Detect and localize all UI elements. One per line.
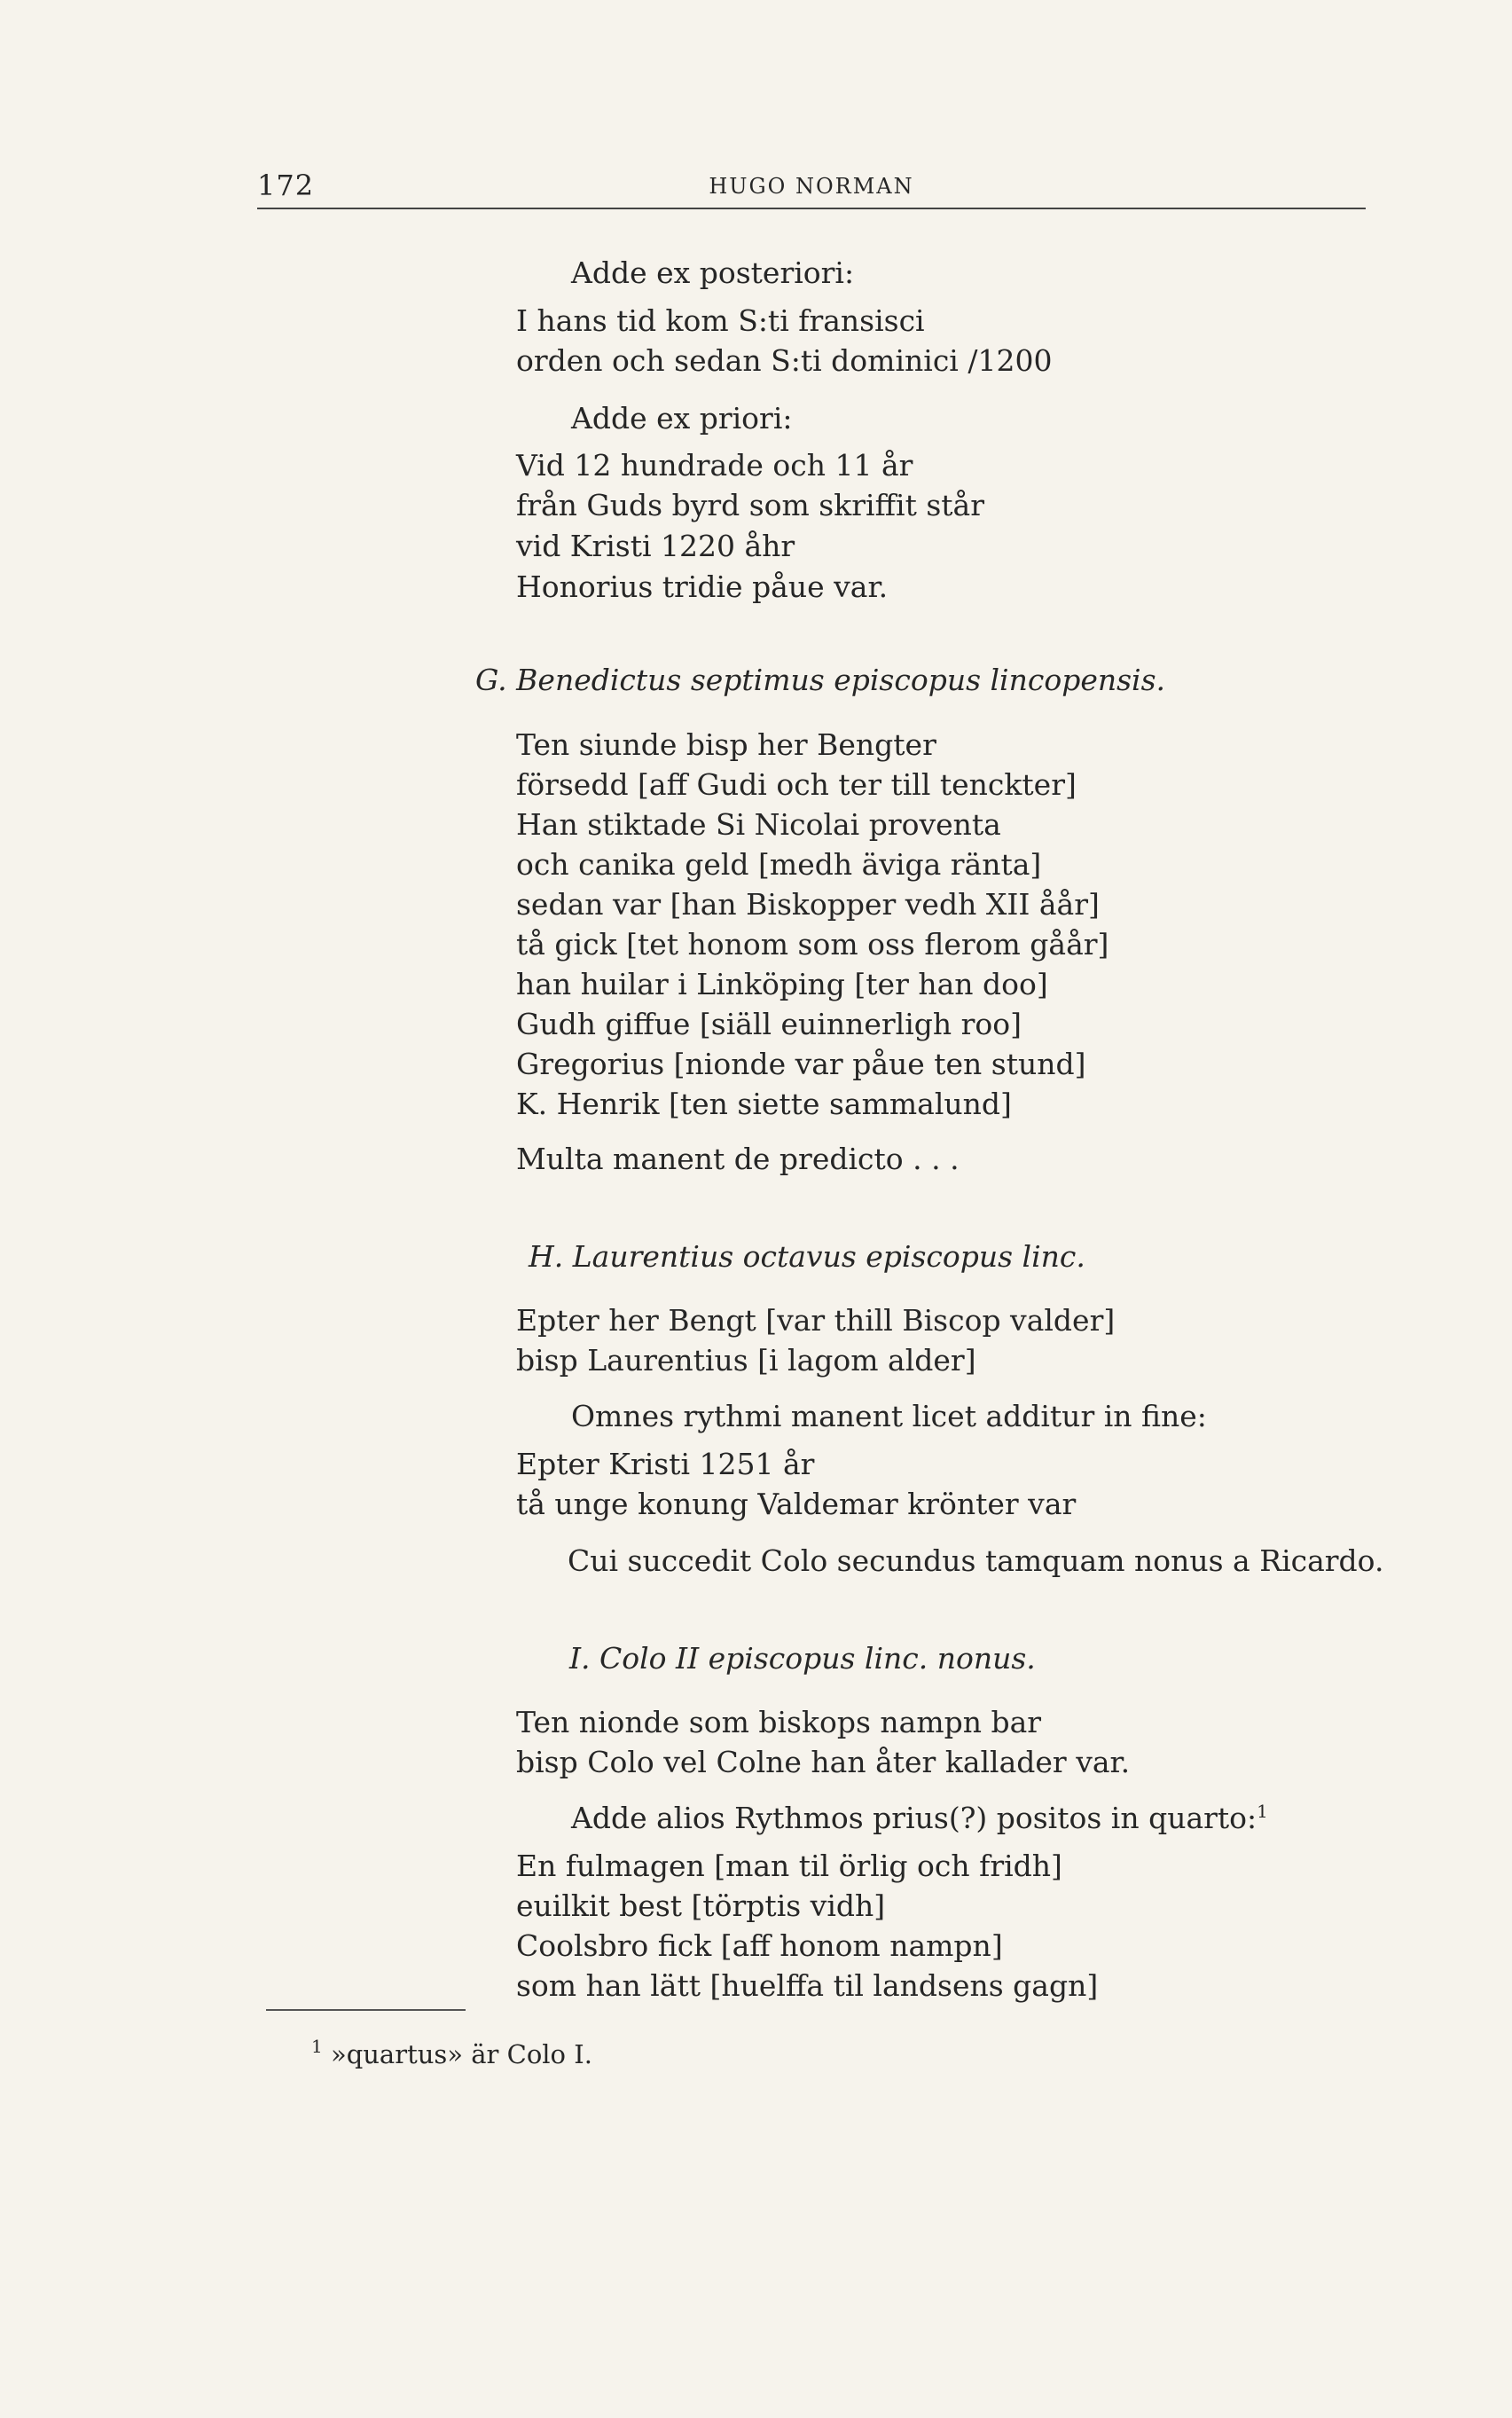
text-line: tå unge konung Valdemar krönter var (516, 1487, 1077, 1521)
text-line-content: Adde alios Rythmos prius(?) positos in quarto: (571, 1801, 1257, 1835)
text-line: Adde ex priori: (571, 401, 793, 436)
section-heading-i: I. Colo II episcopus linc. nonus. (569, 1641, 1036, 1676)
text-line: som han lätt [huelffa til landsens gagn] (516, 1968, 1099, 2003)
section-heading-h: H. Laurentius octavus episcopus linc. (529, 1239, 1085, 1274)
text-line: vid Kristi 1220 åhr (516, 529, 795, 563)
text-line: Epter her Bengt [var thill Biscop valder] (516, 1303, 1116, 1338)
text-line: euilkit best [törptis vidh] (516, 1888, 886, 1923)
text-line: Honorius tridie påue var. (516, 569, 889, 604)
text-line: tå gick [tet honom som oss flerom gåår] (516, 927, 1109, 962)
text-line: från Guds byrd som skriffit står (516, 488, 984, 522)
page-number: 172 (257, 169, 315, 202)
text-line: bisp Laurentius [i lagom alder] (516, 1343, 976, 1378)
footnote-marker: 1 (311, 2036, 323, 2057)
text-line: En fulmagen [man til örlig och fridh] (516, 1849, 1062, 1883)
text-line: han huilar i Linköping [ter han doo] (516, 967, 1048, 1001)
text-line (571, 1803, 1268, 1833)
text-line: orden och sedan S:ti dominici /1200 (516, 343, 1053, 378)
text-line: Gudh giffue [siäll euinnerligh roo] (516, 1007, 1022, 1041)
footnote (311, 2036, 592, 2069)
text-line: Vid 12 hundrade och 11 år (516, 448, 913, 483)
text-line: Multa manent de predicto . . . (516, 1142, 960, 1176)
text-line: Ten nionde som biskops nampn bar (516, 1705, 1042, 1739)
text-line: sedan var [han Biskopper vedh XII åår] (516, 887, 1100, 922)
text-line: Ten siunde bisp her Bengter (516, 727, 936, 762)
page-header (257, 169, 1366, 209)
text-line: bisp Colo vel Colne han åter kallader var. (516, 1745, 1131, 1779)
section-heading-g: G. Benedictus septimus episcopus lincopensis. (475, 663, 1166, 697)
text-line: Cui succedit Colo secundus tamquam nonus a Ricardo. (568, 1543, 1384, 1578)
text-line: I hans tid kom S:ti fransisci (516, 303, 925, 338)
text-line: Omnes rythmi manent licet additur in fine: (571, 1399, 1207, 1433)
text-line: Coolsbro fick [aff honom nampn] (516, 1928, 1003, 1963)
text-line: Gregorius [nionde var påue ten stund] (516, 1047, 1086, 1081)
text-line: K. Henrik [ten siette sammalund] (516, 1087, 1012, 1121)
text-line: och canika geld [medh äviga ränta] (516, 847, 1042, 882)
running-head: HUGO NORMAN (709, 174, 914, 199)
text-line: försedd [aff Gudi och ter till tenckter] (516, 767, 1077, 802)
footnote-reference[interactable]: 1 (1257, 1801, 1268, 1822)
footnote-text: »quartus» är Colo I. (330, 2039, 592, 2069)
text-line: Epter Kristi 1251 år (516, 1447, 815, 1481)
footnote-divider (266, 2009, 466, 2011)
text-line: Han stiktade Si Nicolai proventa (516, 807, 1001, 842)
text-line: Adde ex posteriori: (571, 255, 855, 290)
